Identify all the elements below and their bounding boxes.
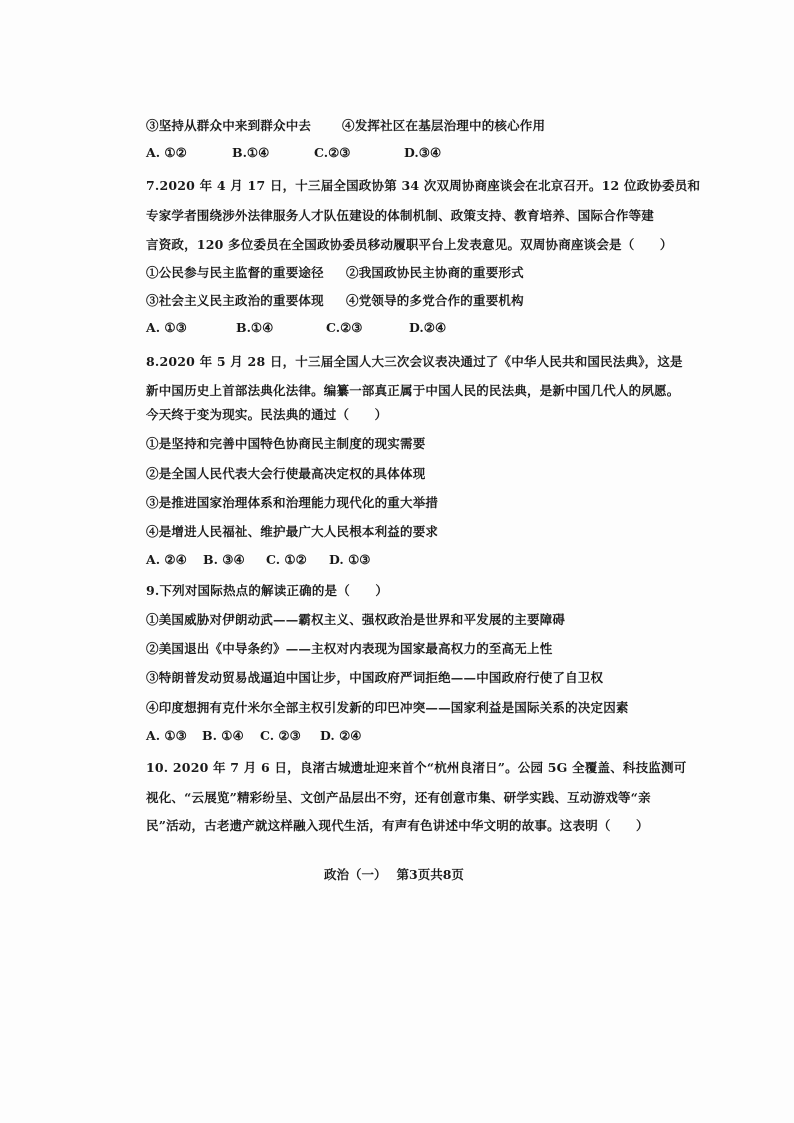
q7-option-d: D.②④: [409, 320, 447, 335]
q8-statement-1: ①是坚持和完善中国特色协商民主制度的现实需要: [146, 436, 426, 451]
q7-statement-4: ④党领导的多党合作的重要机构: [346, 293, 524, 308]
q6-option-d: D.③④: [404, 145, 442, 160]
q9-statement-2: ②美国退出《中导条约》——主权对内表现为国家最高权力的至高无上性: [146, 641, 553, 656]
q6-option-a: A. ①②: [146, 145, 187, 160]
q9-option-a: A. ①③: [146, 728, 187, 743]
q8-stem-line-1: 8.2020 年 5 月 28 日，十三届全国人大三次会议表决通过了《中华人民共和国民法典》，这是: [146, 354, 683, 369]
q9-statement-4: ④印度想拥有克什米尔全部主权引发新的印巴冲突——国家利益是国际关系的决定因素: [146, 700, 629, 715]
q9-option-b: B. ①④: [202, 728, 244, 743]
q7-statement-2: ②我国政协民主协商的重要形式: [346, 265, 524, 280]
q8-option-d: D. ①③: [329, 552, 371, 567]
q8-option-b: B. ③④: [203, 552, 245, 567]
q10-stem-line-1: 10. 2020 年 7 月 6 日，良渚古城遗址迎来首个“杭州良渚日”。公园 5G 全覆盖、科技监测可: [146, 760, 687, 775]
q9-statement-3: ③特朗普发动贸易战逼迫中国让步，中国政府严词拒绝——中国政府行使了自卫权: [146, 670, 604, 685]
q8-option-c: C. ①②: [266, 552, 307, 567]
q8-stem-line-2: 新中国历史上首部法典化法律。编纂一部真正属于中国人民的民法典，是新中国几代人的夙愿。: [146, 383, 680, 398]
q7-statement-3: ③社会主义民主政治的重要体现: [146, 293, 324, 308]
q8-statement-4: ④是增进人民福祉、维护最广大人民根本利益的要求: [146, 524, 439, 539]
q8-option-a: A. ②④: [146, 552, 187, 567]
q7-option-a: A. ①③: [146, 320, 187, 335]
q6-statement-4: ④发挥社区在基层治理中的核心作用: [342, 118, 546, 133]
q8-stem-line-3: 今天终于变为现实。民法典的通过（ ）: [146, 407, 388, 422]
q7-stem-line-1: 7.2020 年 4 月 17 日，十三届全国政协第 34 次双周协商座谈会在北京召开。12 位政协委员和: [146, 178, 701, 193]
q7-stem-line-2: 专家学者围绕涉外法律服务人才队伍建设的体制机制、政策支持、教育培养、国际合作等建: [146, 208, 655, 223]
footer-page-number: 第3页共8页: [396, 867, 464, 882]
q9-statement-1: ①美国威胁对伊朗动武——霸权主义、强权政治是世界和平发展的主要障碍: [146, 612, 566, 627]
q9-stem: 9.下列对国际热点的解读正确的是（ ）: [146, 583, 389, 598]
q7-statement-1: ①公民参与民主监督的重要途径: [146, 265, 324, 280]
q7-stem-line-3: 言资政，120 多位委员在全国政协委员移动履职平台上发表意见。双周协商座谈会是（ ）: [146, 237, 673, 252]
q9-option-d: D. ②④: [320, 728, 362, 743]
q7-option-c: C.②③: [326, 320, 363, 335]
q6-option-b: B.①④: [232, 145, 270, 160]
q6-option-c: C.②③: [314, 145, 351, 160]
footer-subject: 政治（一）: [324, 867, 387, 882]
page-footer: [324, 865, 464, 883]
q10-stem-line-3: 民”活动，古老遗产就这样融入现代生活，有声有色讲述中华文明的故事。这表明（ ）: [146, 818, 649, 833]
q8-statement-2: ②是全国人民代表大会行使最高决定权的具体体现: [146, 466, 426, 481]
q6-statement-3: ③坚持从群众中来到群众中去: [146, 118, 312, 133]
q7-option-b: B.①④: [236, 320, 274, 335]
q9-option-c: C. ②③: [260, 728, 301, 743]
q8-statement-3: ③是推进国家治理体系和治理能力现代化的重大举措: [146, 495, 439, 510]
q10-stem-line-2: 视化、“云展览”精彩纷呈、文创产品层出不穷，还有创意市集、研学实践、互动游戏等“亲: [146, 790, 651, 805]
